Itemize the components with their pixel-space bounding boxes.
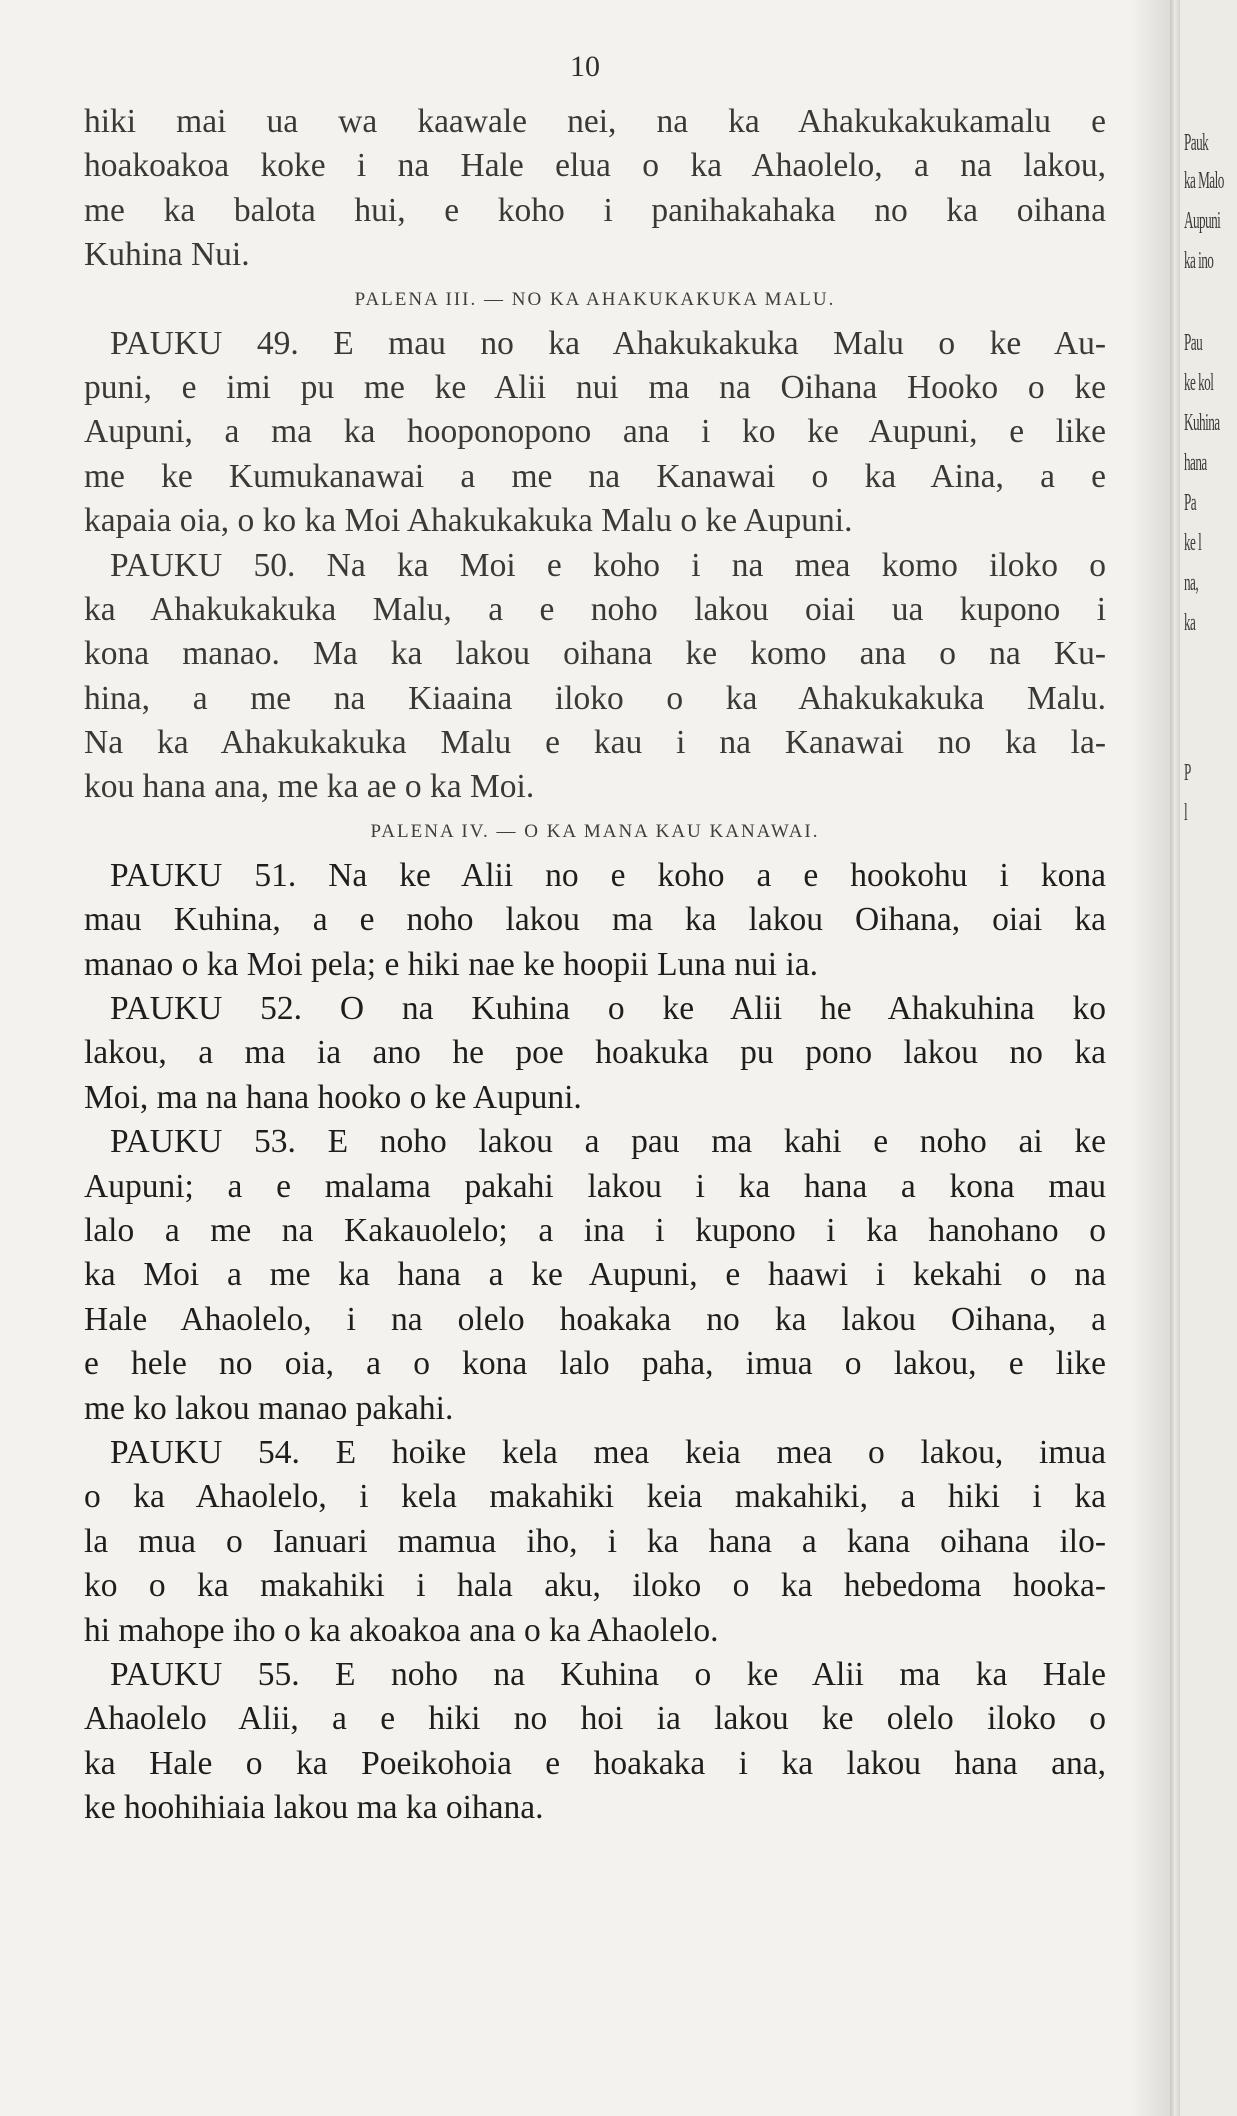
page-shading — [1130, 0, 1170, 2116]
text-line: Moi, ma na hana hooko o ke Aupuni. — [84, 1078, 582, 1116]
text-line: ka Ahakukakuka Malu, a e noho lakou oiai ua kupono i — [84, 590, 1106, 628]
text-line: kapaia oia, o ko ka Moi Ahakukakuka Malu o ke Aupuni. — [84, 502, 853, 540]
text-line: la mua o Ianuari mamua iho, i ka hana a kana oihana ilo- — [84, 1522, 1106, 1560]
text-line: me ke Kumukanawai a me na Kanawai o ka Aina, a e — [84, 457, 1106, 495]
text-line: lalo a me na Kakauolelo; a ina i kupono i ka hanohano o — [84, 1211, 1106, 1249]
text-line: Ahaolelo Alii, a e hiki no hoi ia lakou ke olelo iloko o — [84, 1700, 1106, 1738]
text-line: PAUKU 49. E mau no ka Ahakukakuka Malu o ke Au- — [110, 324, 1106, 362]
adjacent-page-fragment: na, — [1184, 570, 1199, 596]
adjacent-page-fragment: Aupuni — [1184, 208, 1221, 234]
adjacent-page-fragment: ka — [1184, 610, 1196, 636]
text-line: ka Moi a me ka hana a ke Aupuni, e haawi i kekahi o na — [84, 1256, 1106, 1294]
text-line: PAUKU 55. E noho na Kuhina o ke Alii ma ka Hale — [110, 1655, 1106, 1693]
text-line: PAUKU 52. O na Kuhina o ke Alii he Ahakuhina ko — [110, 990, 1106, 1028]
text-line: manao o ka Moi pela; e hiki nae ke hoopii Luna nui ia. — [84, 945, 819, 983]
adjacent-page-fragment: l — [1184, 800, 1188, 826]
text-line: Aupuni, a ma ka hooponopono ana i ko ke Aupuni, e like — [84, 413, 1106, 451]
adjacent-page-edge — [1180, 0, 1237, 2116]
text-line: ke hoohihiaia lakou ma ka oihana. — [84, 1789, 544, 1827]
text-line: Aupuni; a e malama pakahi lakou i ka hana a kona mau — [84, 1167, 1106, 1205]
adjacent-page-fragment: Pa — [1184, 490, 1197, 516]
adjacent-page-fragment: Kuhina — [1184, 410, 1220, 436]
adjacent-page-fragment: ke l — [1184, 530, 1202, 556]
adjacent-page-fragment: Pau — [1184, 330, 1203, 356]
text-line: hiki mai ua wa kaawale nei, na ka Ahakukakukamalu e — [84, 103, 1106, 140]
text-line: PAUKU 50. Na ka Moi e koho i na mea komo iloko o — [110, 546, 1106, 584]
adjacent-page-fragment: hana — [1184, 450, 1207, 476]
text-line: ko o ka makahiki i hala aku, iloko o ka hebedoma hooka- — [84, 1567, 1106, 1605]
text-line: Hale Ahaolelo, i na olelo hoakaka no ka lakou Oihana, a — [84, 1300, 1106, 1338]
text-line: hina, a me na Kiaaina iloko o ka Ahakukakuka Malu. — [84, 679, 1106, 717]
adjacent-page-fragment: ka ino — [1184, 248, 1214, 274]
text-line: mau Kuhina, a e noho lakou ma ka lakou Oihana, oiai ka — [84, 901, 1106, 939]
body-text — [84, 100, 1106, 1830]
page-number: 10 — [570, 50, 600, 83]
section-heading: PALENA III. — NO KA AHAKUKAKUKA MALU. — [354, 288, 836, 310]
text-line: o ka Ahaolelo, i kela makahiki keia makahiki, a hiki i ka — [84, 1478, 1106, 1516]
text-line: lakou, a ma ia ano he poe hoakuka pu pono lakou no ka — [84, 1034, 1106, 1072]
adjacent-page-fragment: ke kol — [1184, 370, 1214, 396]
text-line: me ka balota hui, e koho i panihakahaka no ka oihana — [84, 191, 1106, 229]
text-line: puni, e imi pu me ke Alii nui ma na Oihana Hooko o ke — [84, 368, 1106, 406]
text-line: ka Hale o ka Poeikohoia e hoakaka i ka lakou hana ana, — [84, 1744, 1106, 1782]
adjacent-page-fragment: ka Malo — [1184, 168, 1224, 194]
text-line: PAUKU 54. E hoike kela mea keia mea o lakou, imua — [110, 1433, 1106, 1471]
text-line: e hele no oia, a o kona lalo paha, imua o lakou, e like — [84, 1345, 1106, 1383]
text-line: me ko lakou manao pakahi. — [84, 1389, 454, 1427]
text-line: Kuhina Nui. — [84, 236, 250, 274]
text-line: hoakoakoa koke i na Hale elua o ka Ahaolelo, a na lakou, — [84, 147, 1106, 185]
book-gutter — [1170, 0, 1180, 2116]
text-line: PAUKU 53. E noho lakou a pau ma kahi e noho ai ke — [110, 1123, 1106, 1161]
text-line: kou hana ana, me ka ae o ka Moi. — [84, 768, 535, 806]
section-heading: PALENA IV. — O KA MANA KAU KANAWAI. — [370, 820, 820, 842]
text-line: Na ka Ahakukakuka Malu e kau i na Kanawai no ka la- — [84, 724, 1106, 762]
text-line: PAUKU 51. Na ke Alii no e koho a e hookohu i kona — [110, 856, 1106, 894]
adjacent-page-fragment: Pauk — [1184, 130, 1209, 156]
text-line: kona manao. Ma ka lakou oihana ke komo ana o na Ku- — [84, 635, 1106, 673]
text-line: hi mahope iho o ka akoakoa ana o ka Ahaolelo. — [84, 1611, 719, 1649]
adjacent-page-fragment: P — [1184, 760, 1191, 786]
